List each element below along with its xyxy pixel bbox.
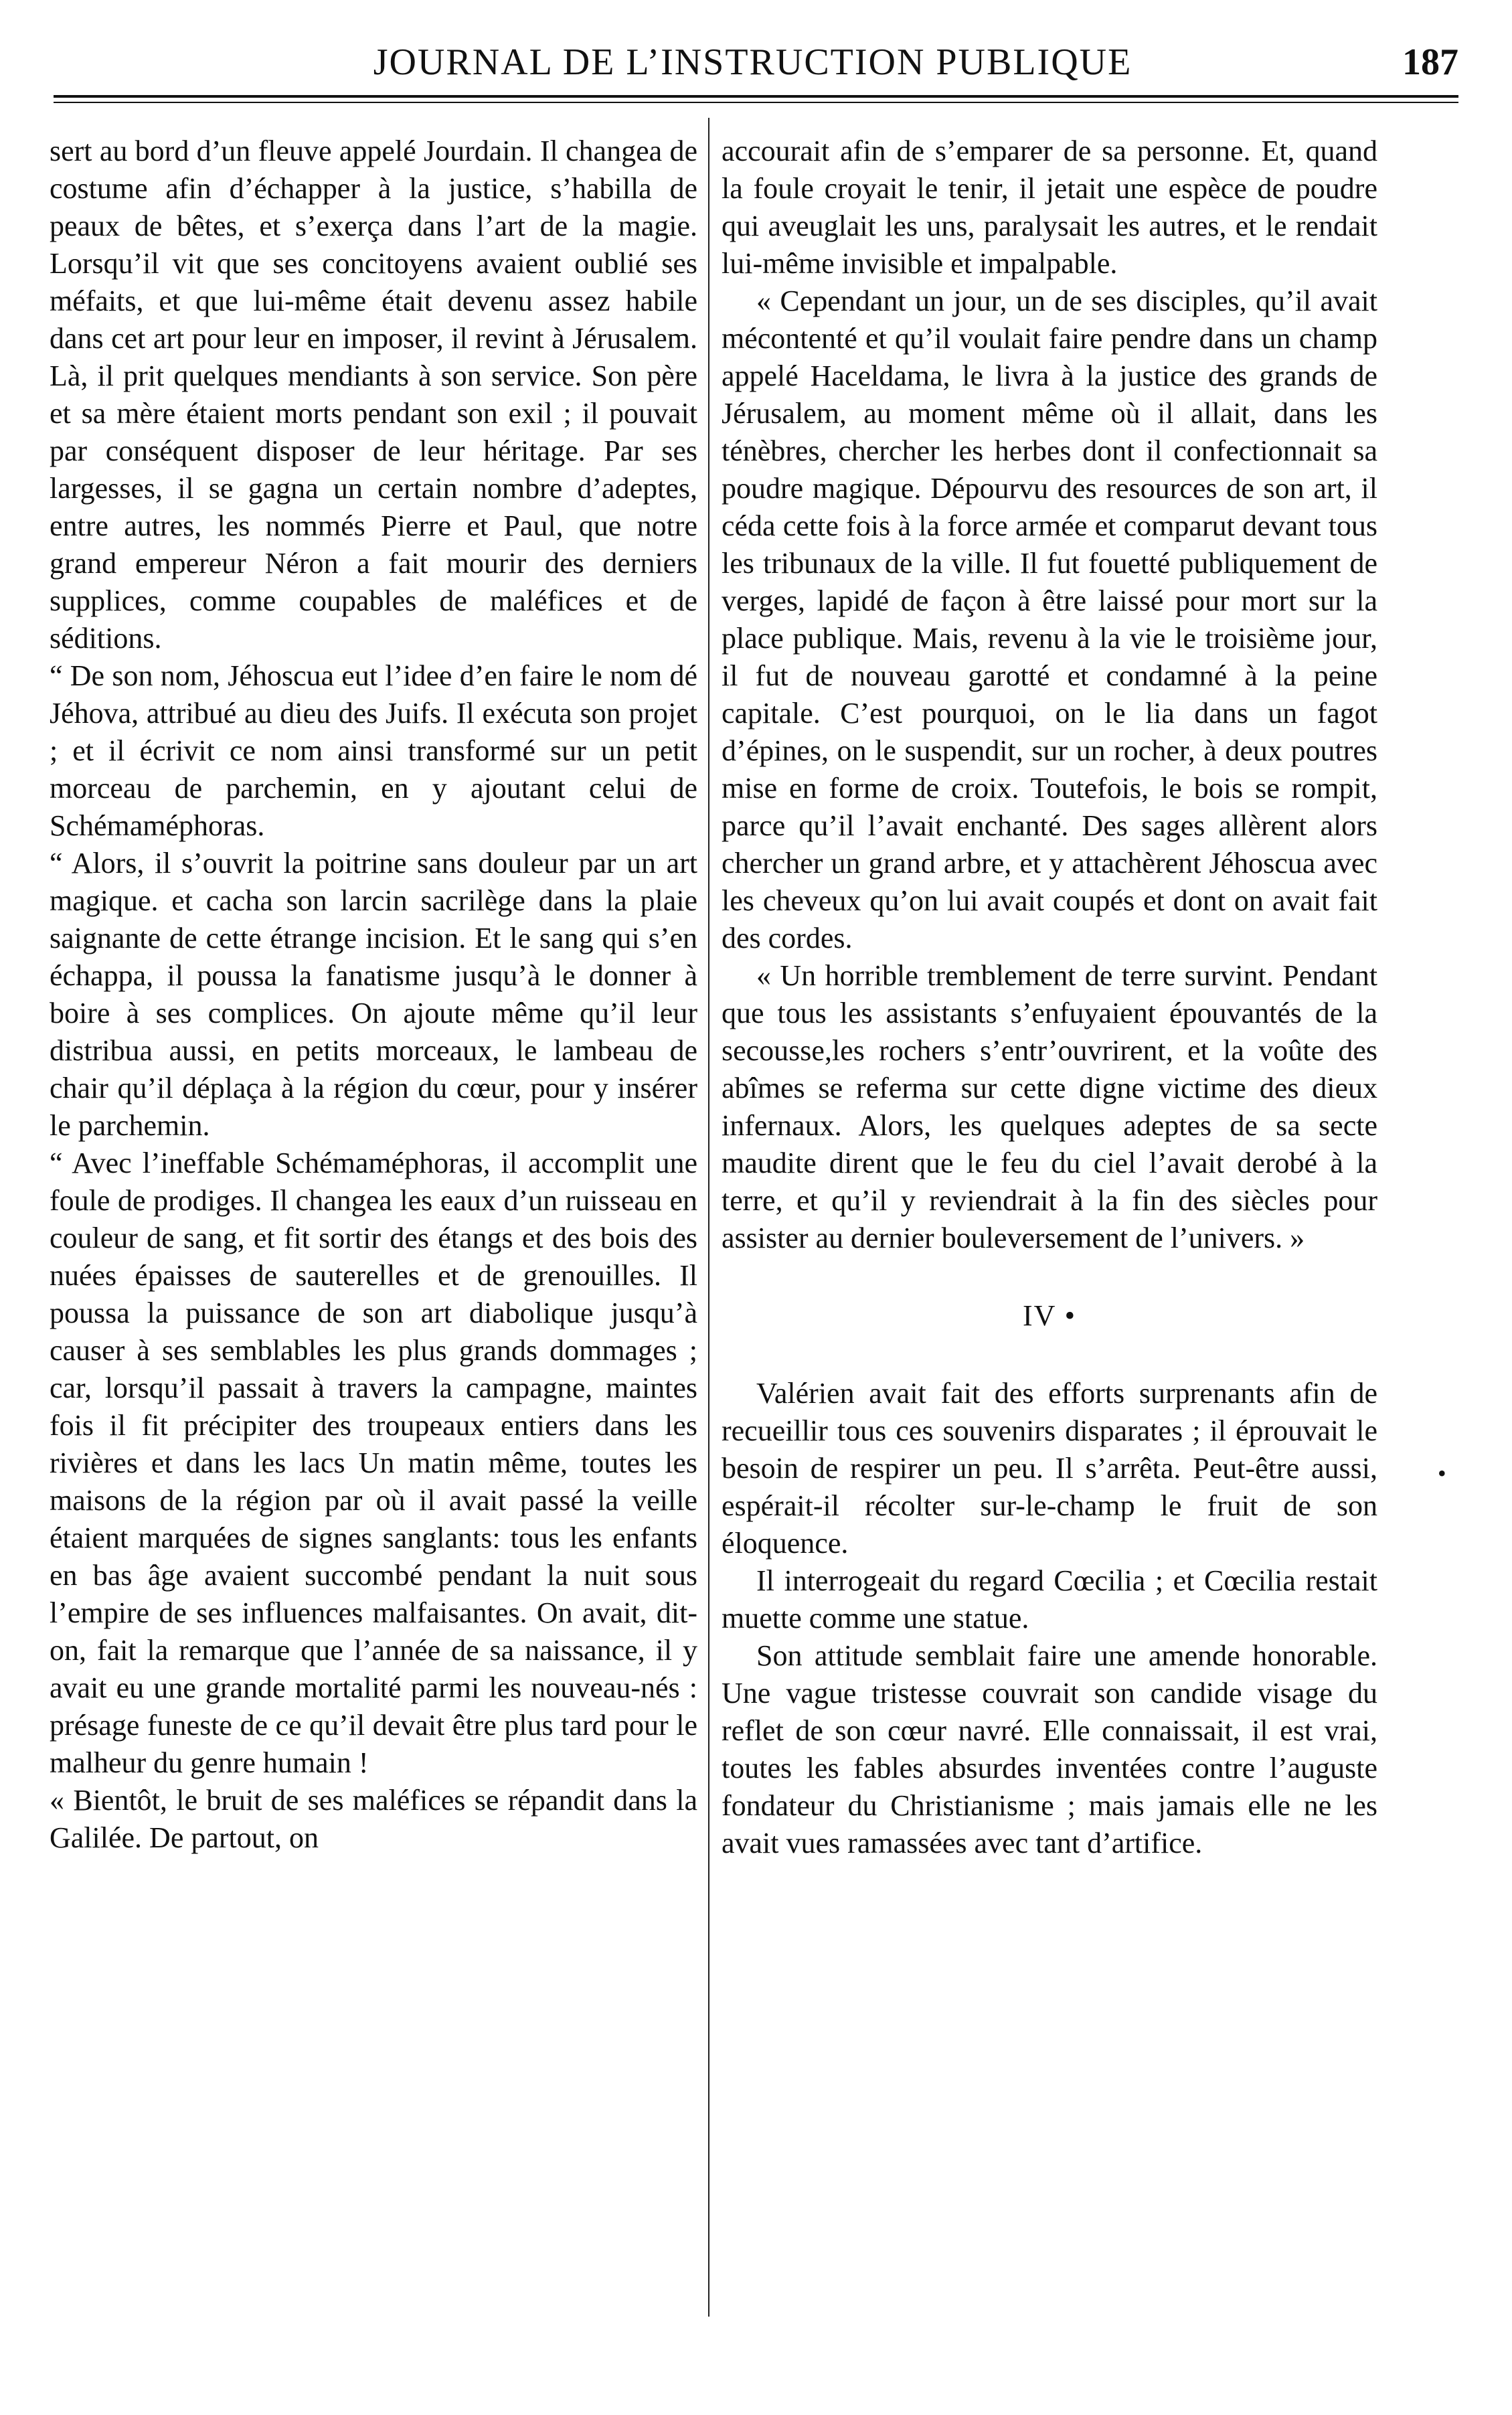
right-paragraph-2: « Cependant un jour, un de ses disciples, qu’il avait mécontenté et qu’il voulait faire pendre dans un champ appelé Haceldama, le livra à la justice des grands de Jérusalem, au moment même où il allait, dans les ténèbres, chercher les herbes dont il confectionnait sa poudre magique. Dépourvu des resources de son art, il céda cette fois à la force armée et comparut devant tous les tribunaux de la ville. Il fut fouetté publiquement de verges, lapidé de façon à être laissé pour mort sur la place publique. Mais, revenu à la vie le troisième jour, il fut de nouveau garotté et condamné à la peine capitale. C’est pourquoi, on le lia dans un fagot d’épines, on le suspendit, sur un rocher, à deux poutres mise en forme de croix. Toutefois, le bois se rompit, parce qu’il l’avait enchanté. Des sages allèrent alors chercher un grand arbre, et y attachèrent Jéhoscua avec les cheveux qu’on lui avait coupés et dont on avait fait des cordes.: [722, 284, 1377, 954]
page-number: 187: [1402, 41, 1458, 83]
column-divider: [708, 118, 709, 2317]
header-rule-thin: [54, 102, 1458, 103]
right-paragraph-6: Son attitude semblait faire une amende honorable. Une vague tristesse couvrait son candide visage du reflet de son cœur navré. Elle connaissait, il est vrai, toutes les fables absurdes inventées contre l’auguste fondateur du Christianisme ; mais jamais elle ne les avait vues ramassées avec tant d’artifice.: [722, 1639, 1377, 1859]
right-paragraph-3: « Un horrible tremblement de terre survint. Pendant que tous les assistants s’enfuyaient épouvantés de la secousse,les rochers s’entr’ouvrirent, et la voûte des abîmes se referma sur cette digne victime des dieux infernaux. Alors, les quelques adeptes de sa secte maudite dirent que le feu du ciel l’avait derobé à la terre, et qu’il y reviendrait à la fin des siècles pour assister au dernier bouleversement de l’univers. »: [722, 959, 1377, 1254]
left-paragraph-3: “ Alors, il s’ouvrit la poitrine sans douleur par un art magique. et cacha son larcin sacrilège dans la plaie saignante de cette étrange incision. Et le sang qui s’en échappa, il poussa la fanatisme jusqu’à le donner à boire à ses complices. On ajoute même qu’il leur distribua aussi, en petits morceaux, le lambeau de chair qu’il déplaça à la région du cœur, pour y insérer le parchemin.: [50, 847, 697, 1142]
running-title: JOURNAL DE L’INSTRUCTION PUBLIQUE: [373, 41, 1132, 83]
left-paragraph-5: « Bientôt, le bruit de ses maléfices se répandit dans la Galilée. De partout, on: [50, 1784, 697, 1854]
margin-mark: •: [1438, 1460, 1446, 1487]
header-rule-thick: [54, 95, 1458, 98]
right-paragraph-1: accourait afin de s’emparer de sa personne. Et, quand la foule croyait le tenir, il jetait une espèce de poudre qui aveuglait les uns, paralysait les autres, et le rendait lui-même invisible et impalpable.: [722, 135, 1377, 280]
right-column: [722, 133, 1377, 1862]
left-paragraph-4: “ Avec l’ineffable Schémaméphoras, il accomplit une foule de prodiges. Il changea les eaux d’un ruisseau en couleur de sang, et fit sortir des étangs et des bois des nuées épaisses de sauterelles et de grenouilles. Il poussa la puissance de son art diabolique jusqu’à causer à ses semblables les plus grands dommages ; car, lorsqu’il passait à travers la campagne, maintes fois il fit précipiter des troupeaux entiers dans les rivières et dans les lacs Un matin même, toutes les maisons de la région par où il avait passé la veille étaient marquées de signes sanglants: tous les enfants en bas âge avaient succombé pendant la nuit sous l’empire de ses influences malfaisantes. On avait, dit-on, fait la remarque que l’année de sa naissance, il y avait eu une grande mortalité parmi les nouveau-nés : présage funeste de ce qu’il devait être plus tard pour le malheur du genre humain !: [50, 1147, 697, 1779]
right-paragraph-4: Valérien avait fait des efforts surprenants afin de recueillir tous ces souvenirs disparates ; il éprouvait le besoin de respirer un peu. Il s’arrêta. Peut-être aussi, espérait-il récolter sur-le-champ le fruit de son éloquence.: [722, 1377, 1377, 1560]
right-paragraph-5: Il interrogeait du regard Cœcilia ; et Cœcilia restait muette comme une statue.: [722, 1564, 1377, 1635]
section-heading: IV •: [1022, 1299, 1077, 1332]
left-paragraph-1: sert au bord d’un fleuve appelé Jourdain. Il changea de costume afin d’échapper à la justice, s’habilla de peaux de bêtes, et s’exerça dans l’art de la magie. Lorsqu’il vit que ses concitoyens avaient oublié ses méfaits, et que lui-même était devenu assez habile dans cet art pour leur en imposer, il revint à Jérusalem. Là, il prit quelques mendiants à son service. Son père et sa mère étaient morts pendant son exil ; il pouvait par conséquent disposer de leur héritage. Par ses largesses, il se gagna un certain nombre d’adeptes, entre autres, les nommés Pierre et Paul, que notre grand empereur Néron a fait mourir des derniers supplices, comme coupables de maléfices et de séditions.: [50, 135, 697, 655]
left-column: [50, 133, 697, 1857]
left-paragraph-2: “ De son nom, Jéhoscua eut l’idee d’en faire le nom dé Jéhova, attribué au dieu des Juifs. Il exécuta son projet ; et il écrivit ce nom ainsi transformé sur un petit morceau de parchemin, en y ajoutant celui de Schémaméphoras.: [50, 659, 697, 842]
page-header: [47, 39, 1458, 86]
